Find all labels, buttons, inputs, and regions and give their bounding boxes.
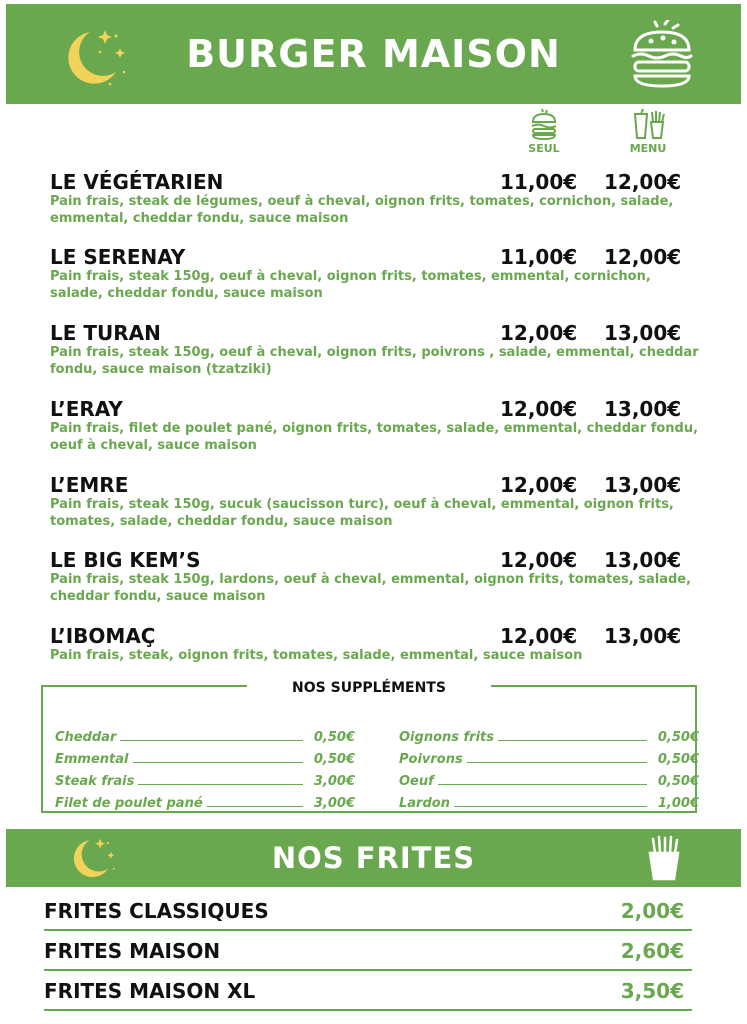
- menu-item: [50, 625, 687, 664]
- fries-banner: [6, 829, 741, 887]
- menu-item-price-menu: 13,00€: [604, 321, 682, 345]
- menu-item-price-menu: 12,00€: [604, 245, 682, 269]
- menu-item-description: Pain frais, steak 150g, oeuf à cheval, oignon frits, poivrons , salade, emmental, cheddar fondu, sauce maison (tzatziki): [50, 345, 699, 377]
- menu-item-description: Pain frais, steak, oignon frits, tomates, salade, emmental, sauce maison: [50, 648, 583, 663]
- fries-item-name: FRITES CLASSIQUES: [44, 899, 269, 923]
- column-header-seul: [514, 108, 574, 155]
- menu-item-description: Pain frais, steak 150g, lardons, oeuf à cheval, emmental, oignon frits, tomates, salade, cheddar fondu, sauce maison: [50, 572, 692, 604]
- menu-item-name: L’IBOMAÇ: [50, 624, 156, 648]
- column-header-menu: [618, 108, 678, 155]
- menu-item-price-seul: 12,00€: [500, 397, 578, 421]
- supplement-price: 0,50€: [657, 752, 699, 767]
- dotted-leader: [438, 784, 647, 785]
- fries-item: [44, 893, 692, 931]
- menu-item-price-seul: 11,00€: [500, 170, 578, 194]
- supplement-price: 3,00€: [313, 796, 355, 811]
- supplements-left-column: [55, 723, 355, 811]
- dotted-leader: [133, 762, 304, 763]
- supplement-price: 1,00€: [657, 796, 699, 811]
- menu-item-price-menu: 13,00€: [604, 473, 682, 497]
- fries-item-price: 2,00€: [620, 899, 684, 923]
- supplements-heading: [43, 677, 695, 698]
- supplement-name: Lardon: [399, 796, 450, 811]
- menu-item-price-seul: 12,00€: [500, 548, 578, 572]
- supplement-name: Emmental: [55, 752, 129, 767]
- supplement-price: 0,50€: [313, 730, 355, 745]
- menu-item-description: Pain frais, steak 150g, sucuk (saucisson turc), oeuf à cheval, emmental, oignon frits, tomates, salade, cheddar fondu, sauce maison: [50, 497, 674, 529]
- supplement-name: Cheddar: [55, 730, 117, 745]
- header-banner: [6, 4, 741, 104]
- dotted-leader: [207, 806, 303, 807]
- supplement-row: [55, 789, 355, 811]
- fries-section-title: NOS FRITES: [271, 841, 476, 875]
- menu-item-price-seul: 11,00€: [500, 245, 578, 269]
- menu-item-description: Pain frais, filet de poulet pané, oignon frits, tomates, salade, emmental, cheddar fondu, oeuf à cheval, sauce maison: [50, 421, 699, 453]
- fries-item-name: FRITES MAISON XL: [44, 979, 256, 1003]
- supplement-row: [399, 789, 699, 811]
- supplement-price: 3,00€: [313, 774, 355, 789]
- supplement-row: [399, 767, 699, 789]
- column-label-seul: SEUL: [528, 142, 560, 155]
- supplement-row: [399, 723, 699, 745]
- supplement-price: 0,50€: [313, 752, 355, 767]
- menu-item-description: Pain frais, steak de légumes, oeuf à cheval, oignon frits, tomates, cornichon, salade, emmental, cheddar fondu, sauce maison: [50, 194, 674, 226]
- menu-item-name: L’ERAY: [50, 397, 123, 421]
- fries-item-price: 2,60€: [620, 939, 684, 963]
- fries-item: [44, 973, 692, 1011]
- supplement-name: Filet de poulet pané: [55, 796, 203, 811]
- column-label-menu: MENU: [629, 142, 667, 155]
- dotted-leader: [138, 784, 303, 785]
- supplement-row: [55, 767, 355, 789]
- supplement-row: [55, 745, 355, 767]
- menu-item: [50, 246, 687, 302]
- menu-item: [50, 171, 687, 227]
- menu-item: [50, 321, 699, 378]
- menu-item-name: LE BIG KEM’S: [50, 548, 201, 572]
- supplement-name: Poivrons: [399, 752, 463, 767]
- supplement-name: Oeuf: [399, 774, 434, 789]
- menu-item-price-menu: 13,00€: [604, 397, 682, 421]
- menu-item-name: LE SERENAY: [50, 245, 186, 269]
- supplement-name: Oignons frits: [399, 730, 494, 745]
- supplement-row: [55, 723, 355, 745]
- menu-item-price-menu: 13,00€: [604, 548, 682, 572]
- menu-item-name: LE VÉGÉTARIEN: [50, 170, 224, 194]
- supplements-box: [41, 680, 699, 813]
- menu-item-name: L’EMRE: [50, 473, 129, 497]
- supplement-price: 0,50€: [657, 774, 699, 789]
- menu-item: [50, 548, 692, 605]
- menu-item-price-seul: 12,00€: [500, 624, 578, 648]
- menu-item: [50, 474, 687, 530]
- menu-item-description: Pain frais, steak 150g, oeuf à cheval, oignon frits, tomates, emmental, cornichon, salade, cheddar fondu, sauce maison: [50, 269, 651, 301]
- burger-icon: [530, 108, 558, 140]
- fries-item-name: FRITES MAISON: [44, 939, 221, 963]
- fries-icon: [647, 835, 681, 881]
- dotted-leader: [467, 762, 647, 763]
- page-title: BURGER MAISON: [186, 32, 561, 76]
- dotted-leader: [498, 740, 647, 741]
- supplement-row: [399, 745, 699, 767]
- menu-combo-icon: [631, 108, 665, 140]
- supplement-price: 0,50€: [657, 730, 699, 745]
- supplement-name: Steak frais: [55, 774, 135, 789]
- dotted-leader: [120, 740, 303, 741]
- menu-item: [50, 397, 699, 454]
- dotted-leader: [454, 806, 647, 807]
- menu-item-price-menu: 13,00€: [604, 624, 682, 648]
- moon-stars-icon: [60, 22, 130, 92]
- fries-item-price: 3,50€: [620, 979, 684, 1003]
- moon-stars-icon: [68, 833, 118, 883]
- burger-icon: [629, 20, 695, 90]
- supplements-right-column: [399, 723, 699, 811]
- supplements-title: NOS SUPPLÉMENTS: [247, 678, 491, 698]
- menu-item-price-seul: 12,00€: [500, 473, 578, 497]
- menu-item-price-seul: 12,00€: [500, 321, 578, 345]
- menu-item-name: LE TURAN: [50, 321, 161, 345]
- fries-item: [44, 933, 692, 971]
- menu-item-price-menu: 12,00€: [604, 170, 682, 194]
